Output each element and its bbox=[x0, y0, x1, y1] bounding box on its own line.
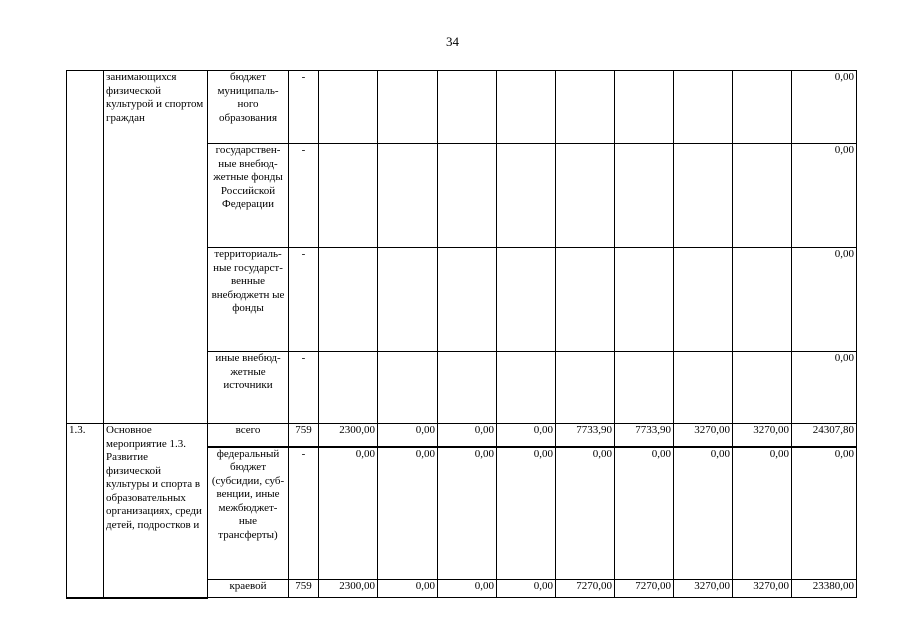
code-cell: - bbox=[289, 447, 319, 580]
table-row bbox=[67, 71, 857, 144]
value-cell: 7270,00 bbox=[615, 580, 674, 598]
value-cell: 0,00 bbox=[615, 447, 674, 580]
value-cell: 0,00 bbox=[319, 447, 378, 580]
value-cell: 3270,00 bbox=[733, 424, 792, 447]
page-number: 34 bbox=[446, 34, 459, 49]
total-cell: 0,00 bbox=[792, 248, 857, 352]
total-cell: 0,00 bbox=[792, 71, 857, 144]
value-cell: 3270,00 bbox=[674, 580, 733, 598]
value-cell: 7733,90 bbox=[556, 424, 615, 447]
total-cell: 24307,80 bbox=[792, 424, 857, 447]
code-cell: - bbox=[289, 352, 319, 424]
item-number-cell bbox=[67, 71, 104, 424]
value-cell: 0,00 bbox=[733, 447, 792, 580]
value-cell: 0,00 bbox=[497, 424, 556, 447]
value-cell: 0,00 bbox=[497, 580, 556, 598]
value-cell: 0,00 bbox=[674, 447, 733, 580]
value-cell: 0,00 bbox=[378, 447, 438, 580]
value-cell: 0,00 bbox=[438, 447, 497, 580]
code-cell: 759 bbox=[289, 424, 319, 447]
value-cell: 0,00 bbox=[438, 580, 497, 598]
item-description-cell: Основное мероприятие 1.3. Развитие физической культуры и спорта в образовательных организациях, среди детей, подростков и bbox=[104, 424, 208, 598]
funding-source-cell: бюджет муниципаль-ного образования bbox=[208, 71, 289, 144]
value-cell: 3270,00 bbox=[674, 424, 733, 447]
value-cell: 0,00 bbox=[556, 447, 615, 580]
funding-source-cell: иные внебюд-жетные источники bbox=[208, 352, 289, 424]
value-cell: 2300,00 bbox=[319, 424, 378, 447]
value-cell: 2300,00 bbox=[319, 580, 378, 598]
funding-source-cell: краевой bbox=[208, 580, 289, 598]
code-cell: 759 bbox=[289, 580, 319, 598]
budget-table bbox=[66, 70, 857, 599]
funding-source-cell: всего bbox=[208, 424, 289, 447]
funding-source-cell: государствен-ные внебюд-жетные фонды Российской Федерации bbox=[208, 144, 289, 248]
code-cell: - bbox=[289, 71, 319, 144]
value-cell: 0,00 bbox=[438, 424, 497, 447]
value-cell: 0,00 bbox=[497, 447, 556, 580]
table-row bbox=[67, 424, 857, 447]
value-cell: 7733,90 bbox=[615, 424, 674, 447]
value-cell: 7270,00 bbox=[556, 580, 615, 598]
total-cell: 0,00 bbox=[792, 447, 857, 580]
value-cell: 0,00 bbox=[378, 424, 438, 447]
total-cell: 0,00 bbox=[792, 144, 857, 248]
value-cell: 3270,00 bbox=[733, 580, 792, 598]
value-cell: 0,00 bbox=[378, 580, 438, 598]
continued-description-cell: занимающихся физической культурой и спортом граждан bbox=[104, 71, 208, 424]
code-cell: - bbox=[289, 144, 319, 248]
total-cell: 0,00 bbox=[792, 352, 857, 424]
funding-source-cell: территориаль-ные государст-венные внебюджетн ые фонды bbox=[208, 248, 289, 352]
code-cell: - bbox=[289, 248, 319, 352]
item-number-cell: 1.3. bbox=[67, 424, 104, 598]
total-cell: 23380,00 bbox=[792, 580, 857, 598]
funding-source-cell: федеральный бюджет (субсидии, суб-венции, иные межбюджет-ные трансферты) bbox=[208, 447, 289, 580]
